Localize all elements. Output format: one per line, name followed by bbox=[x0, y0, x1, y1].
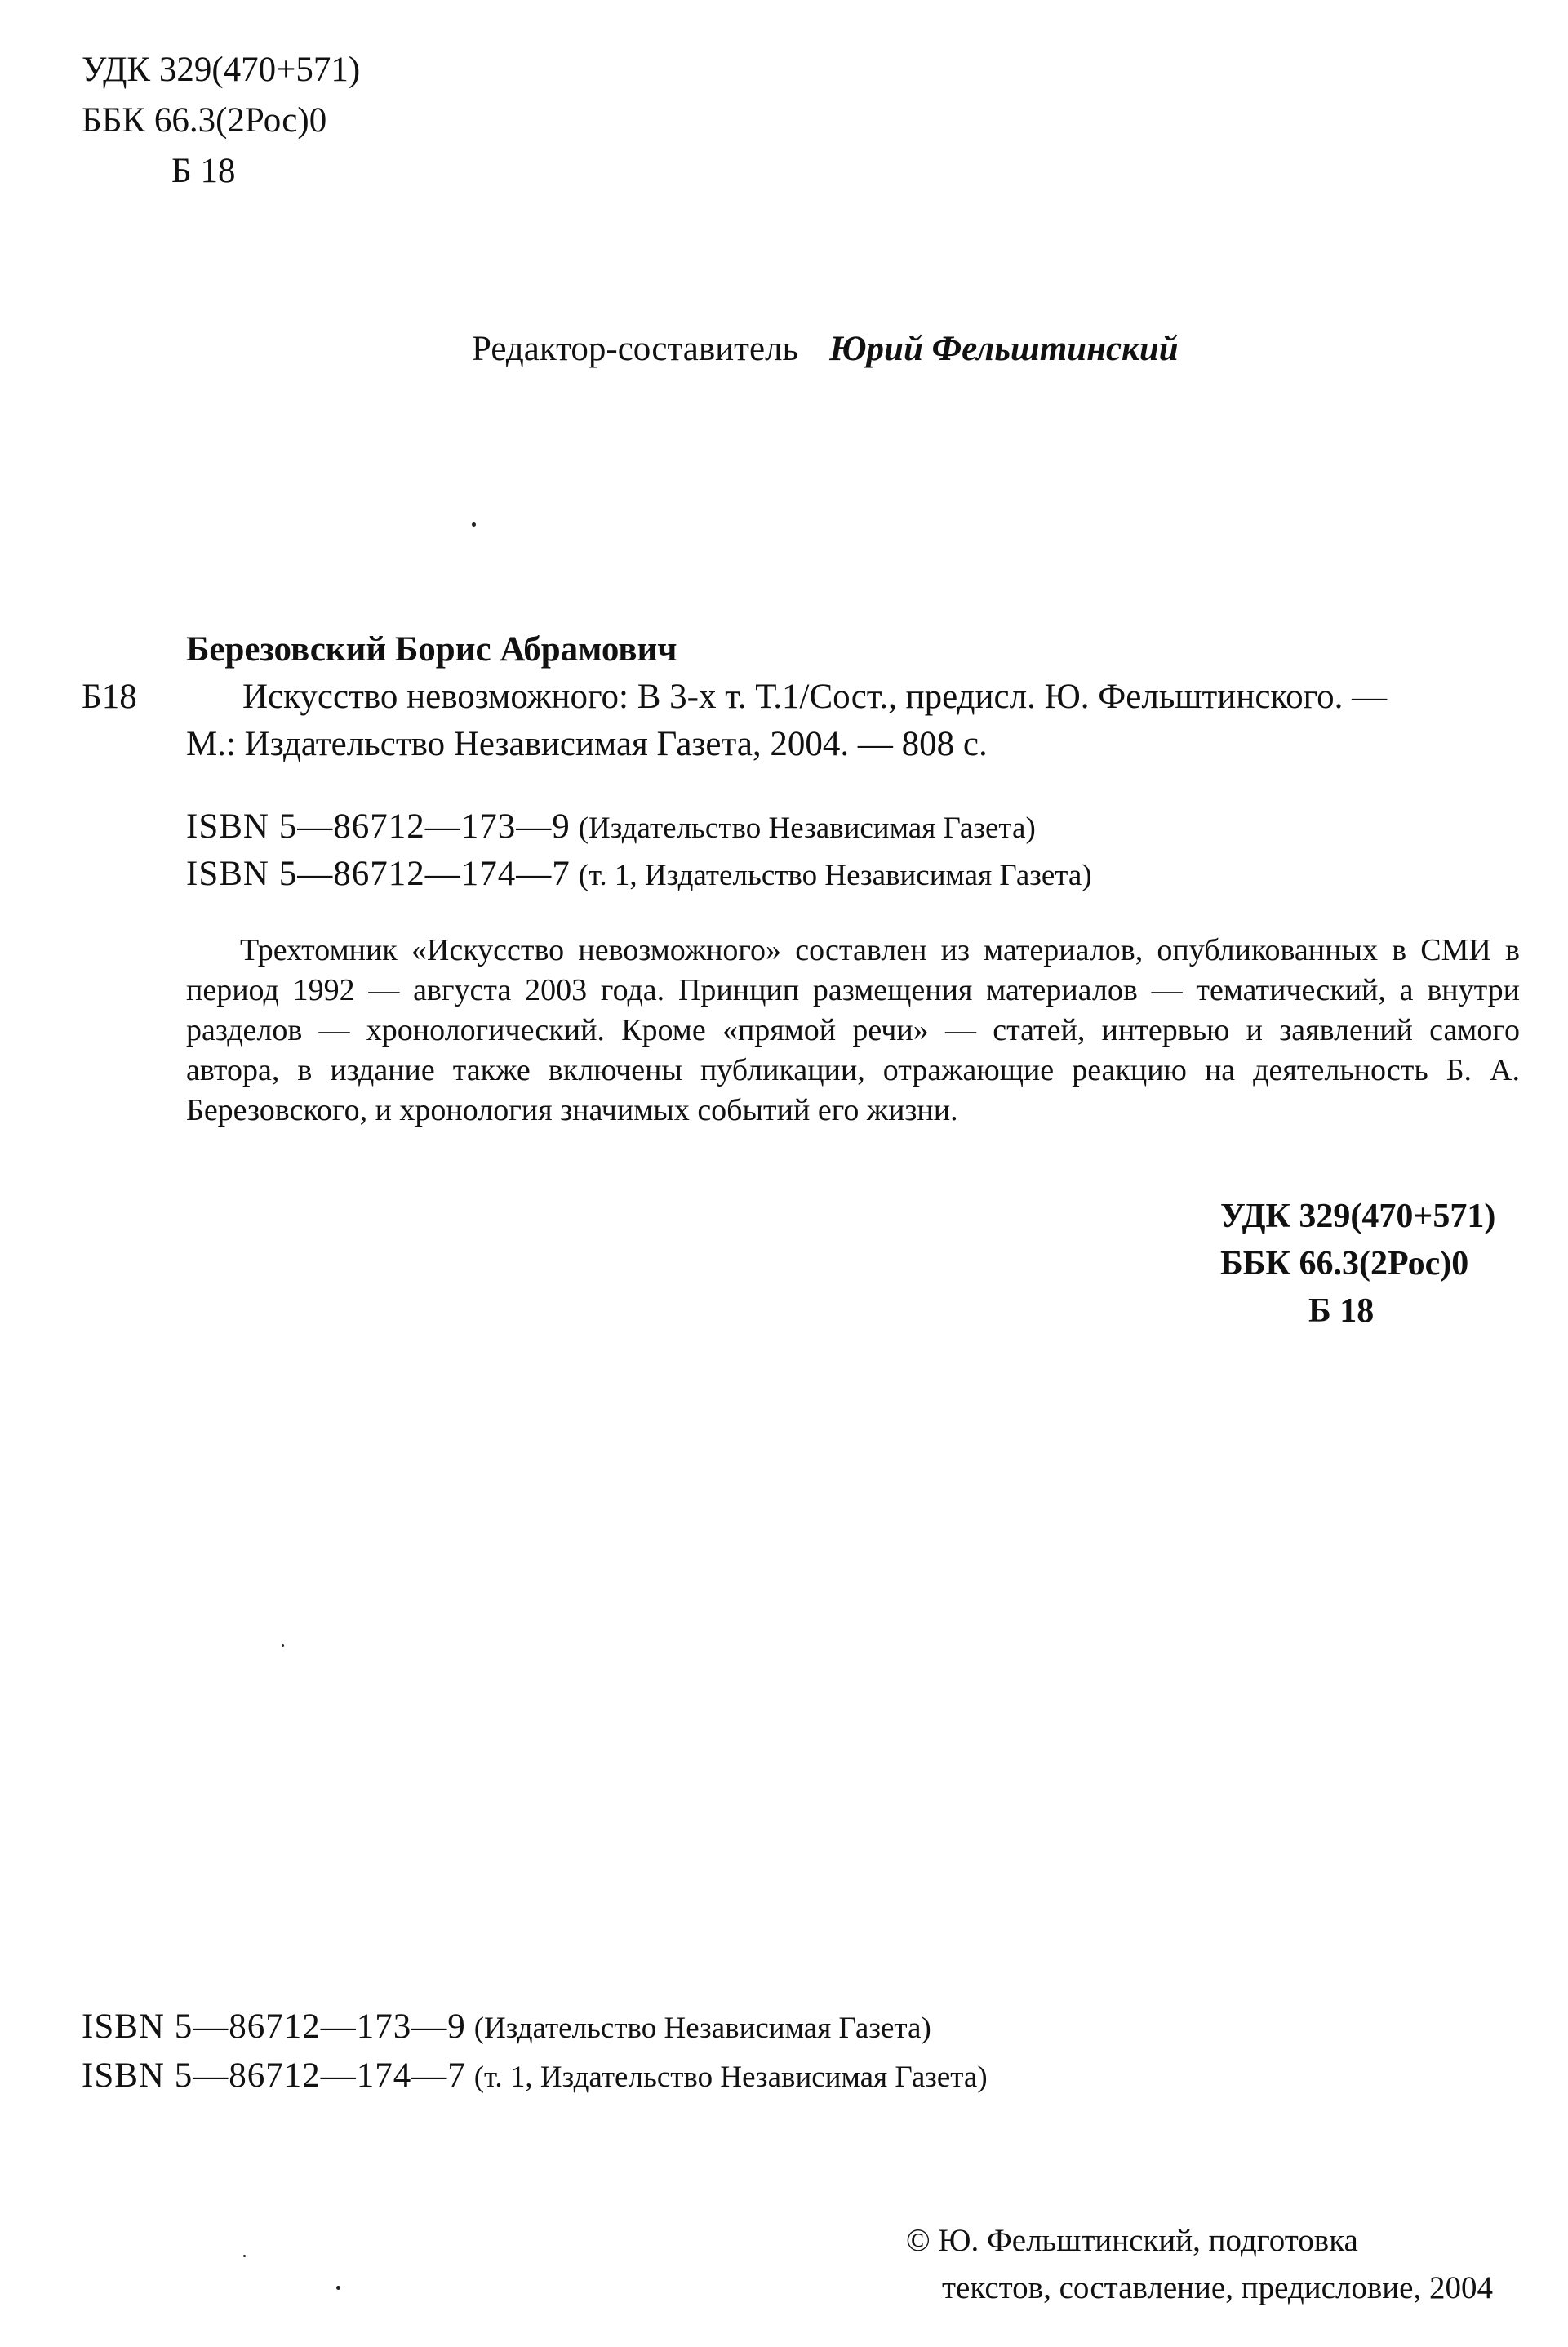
bbk-code: ББК 66.3(2Рос)0 bbox=[82, 101, 327, 140]
print-speck bbox=[472, 522, 476, 527]
isbn-note: (Издательство Независимая Газета) bbox=[578, 811, 1036, 845]
catalog-code: Б18 bbox=[82, 678, 137, 716]
bottom-isbn-set bbox=[82, 2004, 931, 2051]
catalog-author: Березовский Борис Абрамович bbox=[186, 630, 677, 669]
bottom-isbn-volume bbox=[82, 2053, 988, 2100]
catalog-title-line: Искусство невозможного: В 3-х т. Т.1/Сост., предисл. Ю. Фельштинского. — bbox=[242, 678, 1388, 716]
isbn-number: ISBN 5—86712—174—7 bbox=[186, 855, 571, 893]
catalog-annotation bbox=[186, 931, 1520, 1131]
editor-role: Редактор-составитель bbox=[472, 330, 799, 368]
udk-code: УДК 329(470+571) bbox=[82, 51, 361, 89]
isbn-note: (т. 1, Издательство Независимая Газета) bbox=[578, 859, 1092, 892]
author-mark: Б 18 bbox=[171, 152, 236, 190]
isbn-note: (т. 1, Издательство Независимая Газета) bbox=[473, 2060, 988, 2094]
annotation-text: Трехтомник «Искусство невозможного» составлен из материалов, опубликованных в СМИ в период 1992 — августа 2003 года. Принцип размещения материалов — тематический, а внутри разделов — хронологический. Кроме «прямой речи» — статей, интервью и заявлений самого автора, в издание также включены публикации, отражающие реакцию на деятельность Б. А. Березовского, и хронология значимых событий его жизни. bbox=[186, 933, 1520, 1127]
catalog-right-codes bbox=[1220, 1194, 1495, 1336]
isbn-number: ISBN 5—86712—173—9 bbox=[82, 2007, 466, 2046]
editor-credit bbox=[472, 327, 1179, 372]
print-speck bbox=[336, 2286, 340, 2290]
catalog-isbn-set bbox=[186, 804, 1036, 851]
top-classification-codes bbox=[82, 47, 360, 199]
print-speck bbox=[282, 1644, 284, 1647]
bbk-code: ББК 66.3(2Рос)0 bbox=[1220, 1245, 1469, 1282]
copyright-notice bbox=[906, 2220, 1493, 2315]
isbn-note: (Издательство Независимая Газета) bbox=[473, 2011, 931, 2045]
print-speck bbox=[243, 2255, 246, 2257]
isbn-number: ISBN 5—86712—174—7 bbox=[82, 2056, 466, 2095]
author-mark: Б 18 bbox=[1308, 1292, 1375, 1330]
copyright-line-1: © Ю. Фельштинский, подготовка bbox=[906, 2223, 1358, 2258]
copyright-line-2: текстов, составление, предисловие, 2004 bbox=[942, 2270, 1493, 2305]
udk-code: УДК 329(470+571) bbox=[1220, 1198, 1496, 1235]
editor-name: Юрий Фельштинский bbox=[829, 330, 1179, 368]
catalog-isbn-volume bbox=[186, 851, 1092, 899]
catalog-publisher-line: М.: Издательство Независимая Газета, 2004. — 808 с. bbox=[186, 725, 988, 763]
isbn-number: ISBN 5—86712—173—9 bbox=[186, 807, 571, 846]
